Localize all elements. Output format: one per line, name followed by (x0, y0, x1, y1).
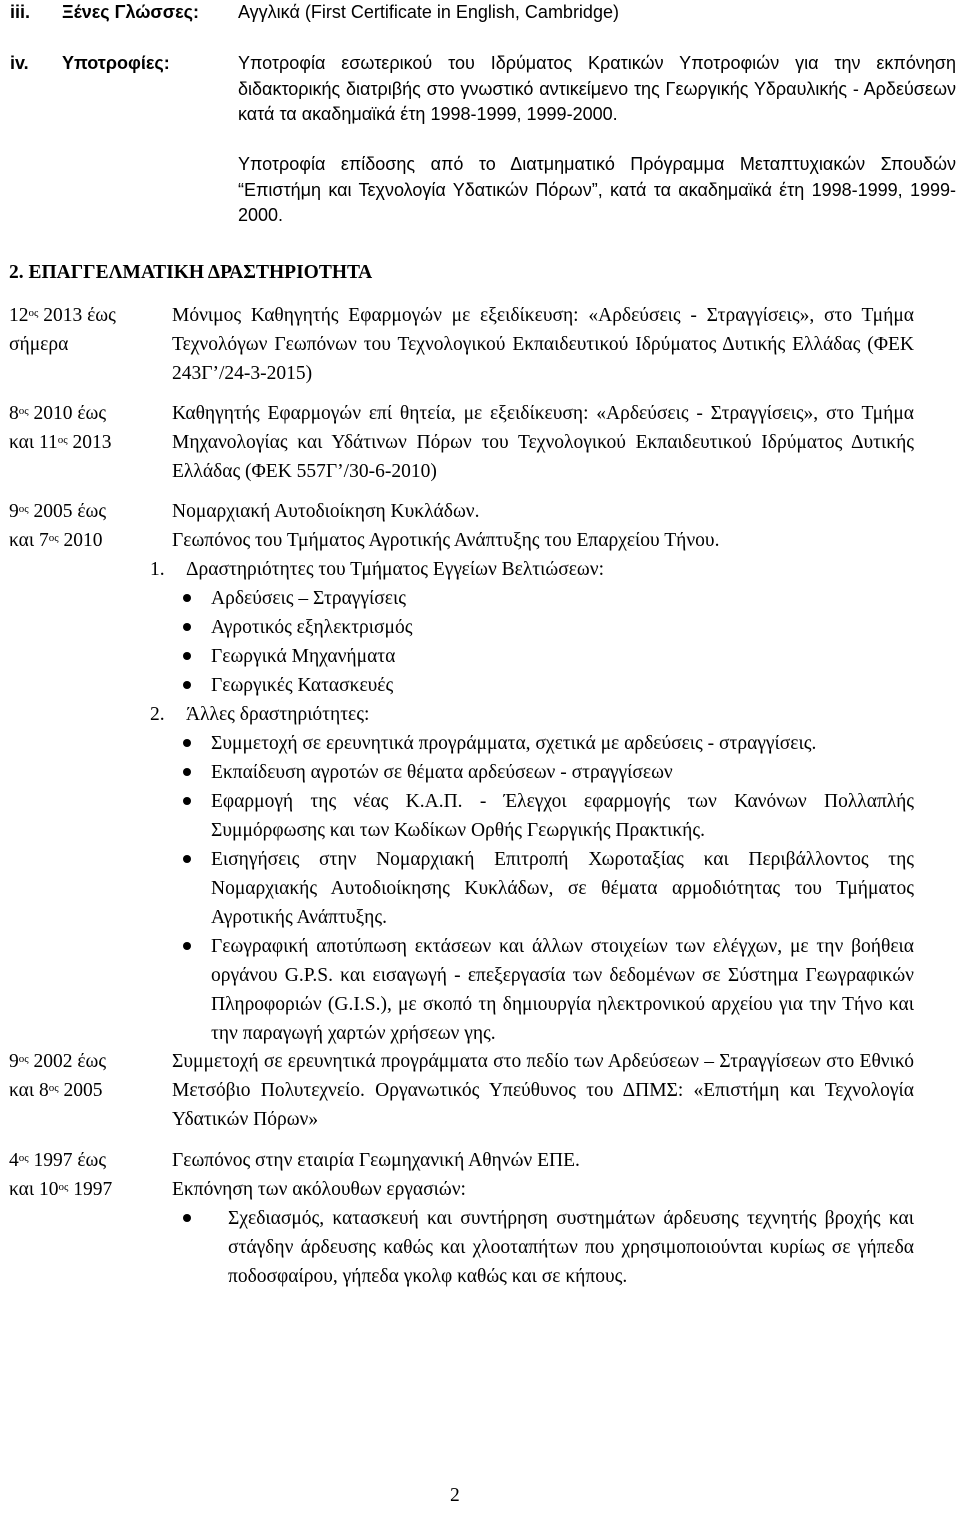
scholarships-number: iv. (10, 53, 29, 73)
date-ordinal: ος (18, 405, 29, 417)
list-item (211, 932, 914, 1048)
bullet-icon (183, 1214, 191, 1222)
list-item: Αγροτικός εξηλεκτρισμός (211, 617, 413, 638)
date-day: 12 (9, 305, 29, 326)
bullet-icon (183, 681, 191, 689)
date-ordinal: ος (48, 1082, 59, 1094)
date-end: και 8 (9, 1080, 49, 1101)
list-item: Εκπαίδευση αγροτών σε θέματα αρδεύσεων - στραγγίσεων (211, 762, 673, 783)
list-item: Γεωργικά Μηχανήματα (211, 646, 396, 667)
date-end-year: 2013 (67, 432, 112, 453)
date-day: 9 (9, 1051, 19, 1072)
entry-date (9, 1047, 106, 1105)
scholarship-paragraph-1: Υποτροφία εσωτερικού του Ιδρύματος Κρατικών Υποτροφιών για την εκπόνηση διδακτορικής διατριβής στο γνωστικό αντικείμενο της Γεωργικής Υδραυλικής - Αρδεύσεων κατά τα ακαδημαϊκά έτη 1998-1999, 1999-2000. (238, 53, 956, 124)
list-item-text: Εισηγήσεις στην Νομαρχιακή Επιτροπή Χωροταξίας και Περιβάλλοντος της Νομαρχιακής Αυτοδιοίκησης Κυκλάδων, σε θέματα αρμοδιότητας του Τμήματος Αγροτικής Ανάπτυξης. (211, 849, 914, 928)
scholarships-label: Υποτροφίες: (62, 53, 170, 73)
entry-description: Μόνιμος Καθηγητής Εφαρμογών με εξειδίκευση: «Αρδεύσεις - Στραγγίσεις», στο Τμήμα Τεχνολόγων Γεωπόνων του Τεχνολογικού Εκπαιδευτικού Ιδρύματος Δυτικής Ελλάδας (ΦΕΚ 243Γ’/24-3-2015) (172, 305, 914, 384)
date-range: 2010 έως (28, 403, 107, 424)
date-day: 9 (9, 501, 19, 522)
date-ordinal: ος (18, 1053, 29, 1065)
date-ordinal: ος (57, 434, 68, 446)
list-item: Συμμετοχή σε ερευνητικά προγράμματα, σχετικά με αρδεύσεις - στραγγίσεις. (211, 733, 817, 754)
bullet-icon (183, 942, 191, 950)
bullet-icon (183, 855, 191, 863)
date-end: και 10 (9, 1179, 59, 1200)
date-end-year: 2010 (58, 530, 103, 551)
list-number: 2. (150, 704, 165, 725)
list-item: Αρδεύσεις – Στραγγίσεις (211, 588, 406, 609)
date-ordinal: ος (28, 307, 39, 319)
list-item (211, 845, 914, 932)
entry-line: Γεωπόνος στην εταιρία Γεωμηχανική Αθηνών ΕΠΕ. (172, 1150, 580, 1171)
list-item: Γεωργικές Κατασκευές (211, 675, 394, 696)
date-range: 2002 έως (28, 1051, 107, 1072)
date-range: 2013 έως (38, 305, 116, 326)
date-ordinal: ος (58, 1181, 69, 1193)
list-item (211, 787, 914, 845)
date-end-year: 2005 (58, 1080, 103, 1101)
languages-value: Αγγλικά (First Certificate in English, Cambridge) (238, 2, 619, 22)
date-end: και 7 (9, 530, 49, 551)
entry-date (9, 399, 112, 457)
bullet-icon (183, 652, 191, 660)
languages-label: Ξένες Γλώσσες: (62, 2, 199, 22)
languages-number: iii. (10, 2, 31, 22)
entry-line: Γεωπόνος του Τμήματος Αγροτικής Ανάπτυξης του Επαρχείου Τήνου. (172, 530, 720, 551)
date-day: 8 (9, 403, 19, 424)
bullet-icon (183, 623, 191, 631)
bullet-icon (183, 739, 191, 747)
entry-description: Συμμετοχή σε ερευνητικά προγράμματα στο πεδίο των Αρδεύσεων – Στραγγίσεων στο Εθνικό Μετσόβιο Πολυτεχνείο. Οργανωτικός Υπεύθυνος του ΔΠΜΣ: «Επιστήμη και Τεχνολογία Υδατικών Πόρων» (172, 1051, 914, 1130)
entry-date (9, 1146, 112, 1204)
entry-date (9, 497, 106, 555)
list-item: Σχεδιασμός, κατασκευή και συντήρηση συστημάτων άρδευσης τεχνητής βροχής και στάγδην άρδευσης καθώς και χλοοταπήτων που χρησιμοποιούνται κυρίως σε γήπεδα ποδοσφαίρου, γήπεδα γκολφ καθώς και σε κήπους. (228, 1208, 914, 1287)
page-number: 2 (450, 1485, 460, 1506)
bullet-icon (183, 768, 191, 776)
bullet-icon (183, 797, 191, 805)
date-end: σήμερα (9, 334, 69, 355)
entry-date (9, 301, 116, 359)
entry-line: Εκπόνηση των ακόλουθων εργασιών: (172, 1179, 466, 1200)
list-item-text: Εφαρμογή της νέας Κ.Α.Π. - Έλεγχοι εφαρμογής των Κανόνων Πολλαπλής Συμμόρφωσης και των Κωδίκων Ορθής Γεωργικής Πρακτικής. (211, 791, 914, 841)
languages-row (10, 0, 30, 25)
list-item-text: Γεωγραφική αποτύπωση εκτάσεων και άλλων στοιχείων των ελέγχων, με την βοήθεια οργάνου G.P.S. και εισαγωγή - επεξεργασία των δεδομένων σε Σύστημα Γεωγραφικών Πληροφοριών (G.I.S.), με σκοπό τη δημιουργία ηλεκτρονικού αρχείου για την Τήνο και την παραγωγή χαρτών χρήσεων γης. (211, 936, 914, 1044)
date-ordinal: ος (18, 503, 29, 515)
list-heading: Δραστηριότητες του Τμήματος Εγγείων Βελτιώσεων: (186, 559, 604, 580)
section-heading: 2. ΕΠΑΓΓΕΛΜΑΤΙΚΗ ΔΡΑΣΤΗΡΙΟΤΗΤΑ (9, 262, 373, 283)
date-end-year: 1997 (68, 1179, 113, 1200)
date-ordinal: ος (18, 1152, 29, 1164)
entry-description: Καθηγητής Εφαρμογών επί θητεία, με εξειδίκευση: «Αρδεύσεις - Στραγγίσεις», στο Τμήμα Μηχανολογίας και Υδάτινων Πόρων του Τεχνολογικού Εκπαιδευτικού Ιδρύματος Δυτικής Ελλάδας (ΦΕΚ 557Γ’/30-6-2010) (172, 403, 914, 482)
date-end: και 11 (9, 432, 58, 453)
date-range: 1997 έως (28, 1150, 107, 1171)
bullet-icon (183, 594, 191, 602)
list-heading: Άλλες δραστηριότητες: (186, 704, 370, 725)
list-number: 1. (150, 559, 165, 580)
date-range: 2005 έως (28, 501, 107, 522)
scholarship-paragraph-2: Υποτροφία επίδοσης από το Διατμηματικό Πρόγραμμα Μεταπτυχιακών Σπουδών “Επιστήμη και Τεχνολογία Υδατικών Πόρων”, κατά τα ακαδημαϊκά έτη 1998-1999, 1999-2000. (238, 154, 956, 225)
entry-line: Νομαρχιακή Αυτοδιοίκηση Κυκλάδων. (172, 501, 480, 522)
date-day: 4 (9, 1150, 19, 1171)
date-ordinal: ος (48, 532, 59, 544)
